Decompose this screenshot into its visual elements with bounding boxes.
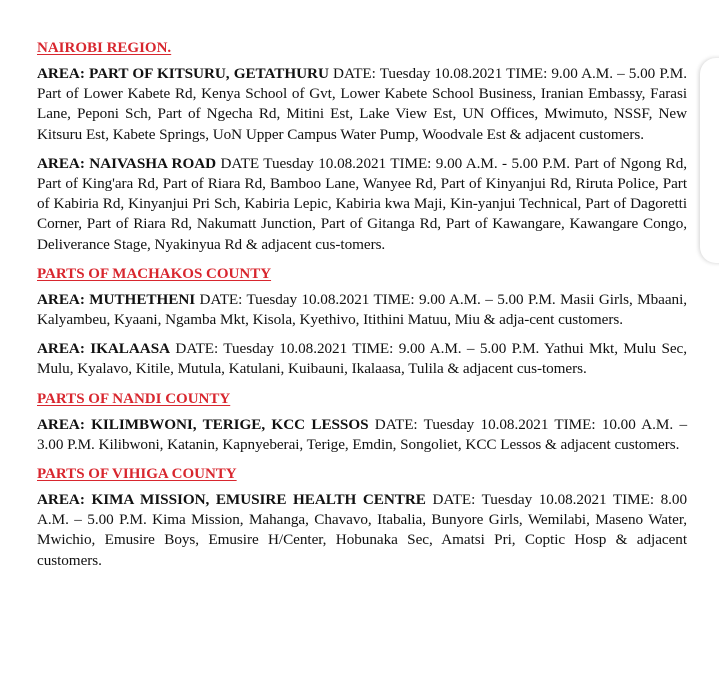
area-entry xyxy=(37,154,687,255)
area-entry xyxy=(37,490,687,571)
section-machakos-county xyxy=(37,264,687,380)
area-name: AREA: MUTHETHENI xyxy=(37,290,196,308)
area-details: DATE: Tuesday 10.08.2021 TIME: 9.00 A.M. – 5.00 P.M. Masii Girls, Mbaani, Kalyambeu, Kyaani, Ngamba Mkt, Kisola, Kyethivo, Itithini Matuu, Miu & adja-cent customers. xyxy=(37,290,688,329)
section-nandi-county xyxy=(37,389,687,455)
area-entry xyxy=(37,339,687,379)
section-vihiga-county xyxy=(37,464,687,571)
area-details: DATE Tuesday 10.08.2021 TIME: 9.00 A.M. - 5.00 P.M. Part of Ngong Rd, Part of King'ara Rd, Part of Riara Rd, Bamboo Lane, Wanyee Rd, Part of Kinyanjui Rd, Riruta Police, Part of Kabiria Rd, Kinyanjui Pri Sch, Kabiria Lepic, Kabiria kwa Maji, Kin-yanjui Technical, Part of Dagoretti Corner, Part of Riara Rd, Nakumatt Junction, Part of Gitanga Rd, Part of Kawangare, Kawangare Congo, Deliverance Stage, Nyakinyua Rd & adjacent cus-tomers. xyxy=(37,154,687,253)
area-entry xyxy=(37,64,687,145)
outage-notice xyxy=(37,38,687,580)
section-heading: NAIROBI REGION. xyxy=(37,40,172,56)
area-name: AREA: IKALAASA xyxy=(37,340,171,358)
area-name: AREA: PART OF KITSURU, GETATHURU xyxy=(37,65,329,82)
area-details: DATE: Tuesday 10.08.2021 TIME: 8.00 A.M. – 5.00 P.M. Kima Mission, Mahanga, Chavavo, Itabalia, Bunyore Girls, Wemilabi, Maseno Water, Mwichio, Emusire Boys, Emusire H/Center, Hobunaka Sec, Amatsi Pri, Coptic Hosp & adjacent customers. xyxy=(37,491,687,569)
area-entry xyxy=(37,290,687,330)
area-entry xyxy=(37,415,687,455)
area-name: AREA: KIMA MISSION, EMUSIRE HEALTH CENTRE xyxy=(37,491,426,509)
section-heading: PARTS OF MACHAKOS COUNTY xyxy=(37,265,272,282)
area-details: DATE: Tuesday 10.08.2021 TIME: 10.00 A.M. – 3.00 P.M. Kilibwoni, Katanin, Kapnyeberai, Terige, Emdin, Songoliet, KCC Lessos & adjacent customers. xyxy=(37,415,687,453)
section-heading: PARTS OF VIHIGA COUNTY xyxy=(37,466,237,483)
side-drawer-handle[interactable] xyxy=(700,58,719,263)
section-heading: PARTS OF NANDI COUNTY xyxy=(37,390,231,407)
area-name: AREA: KILIMBWONI, TERIGE, KCC LESSOS xyxy=(37,415,369,433)
section-nairobi-region xyxy=(37,38,687,255)
area-details: DATE: Tuesday 10.08.2021 TIME: 9.00 A.M. – 5.00 P.M. Yathui Mkt, Mulu Sec, Mulu, Kyalavo, Kitile, Mutula, Katulani, Kuibauni, Ikalaasa, Tulila & adjacent cus-tomers. xyxy=(37,340,687,378)
area-details: DATE: Tuesday 10.08.2021 TIME: 9.00 A.M. – 5.00 P.M. Part of Lower Kabete Rd, Kenya School of Gvt, Lower Kabete School Business, Iranian Embassy, Farasi Lane, Peponi Sch, Part of Ngecha Rd, Mitini Est, Lake View Est, UN Offices, Mwimuto, NSSF, New Kitsuru Est, Kabete Springs, UoN Upper Campus Water Pump, Woodvale Est & adjacent customers. xyxy=(37,65,687,143)
area-name: AREA: NAIVASHA ROAD xyxy=(37,154,217,172)
